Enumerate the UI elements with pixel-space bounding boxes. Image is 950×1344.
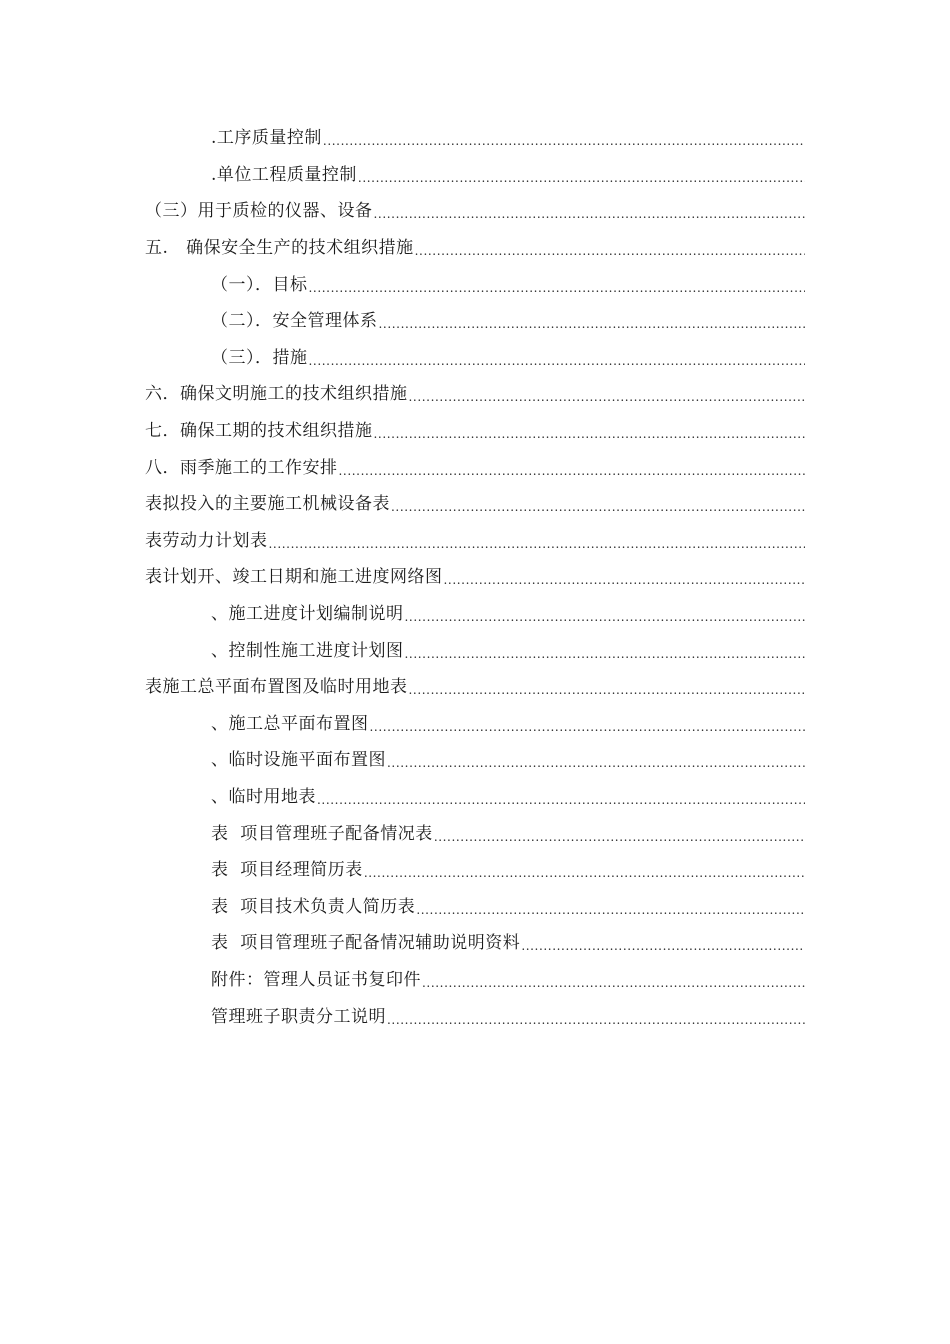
toc-entry[interactable] [0, 340, 950, 377]
toc-entry[interactable] [0, 742, 950, 779]
toc-entry-text: 表拟投入的主要施工机械设备表 [145, 494, 390, 515]
toc-entry-text: （三）．措施 [211, 347, 308, 368]
toc-entry-text: 表 项目技术负责人简历表 [211, 896, 416, 917]
toc-entry[interactable] [0, 669, 950, 706]
dot-leader [317, 787, 805, 807]
toc-entry-text: 、临时用地表 [211, 786, 316, 807]
dot-leader [379, 311, 806, 331]
toc-entry-text: 附件：管理人员证书复印件 [211, 969, 421, 990]
toc-entry-text: .工序质量控制 [211, 128, 322, 149]
toc-entry-text: 五. 确保安全生产的技术组织措施 [145, 238, 414, 259]
toc-entry[interactable] [0, 852, 950, 889]
toc-entry[interactable] [0, 157, 950, 194]
toc-entry-text: 表 项目管理班子配备情况辅助说明资料 [211, 933, 521, 954]
toc-entry[interactable] [0, 962, 950, 999]
toc-entry-text: 表 项目管理班子配备情况表 [211, 823, 433, 844]
dot-leader [339, 458, 806, 478]
toc-entry[interactable] [0, 230, 950, 267]
toc-entry[interactable] [0, 632, 950, 669]
toc-entry-text: 、临时设施平面布置图 [211, 750, 386, 771]
toc-entry[interactable] [0, 888, 950, 925]
dot-leader [358, 165, 805, 185]
toc-entry[interactable] [0, 998, 950, 1035]
dot-leader [405, 641, 806, 661]
toc-entry[interactable] [0, 376, 950, 413]
toc-entry[interactable] [0, 449, 950, 486]
dot-leader [370, 714, 806, 734]
toc-entry-text: .单位工程质量控制 [211, 164, 357, 185]
dot-leader [416, 897, 805, 917]
toc-entry-text: 、施工进度计划编制说明 [211, 604, 404, 625]
toc-entry[interactable] [0, 706, 950, 743]
toc-entry-text: （三）用于质检的仪器、设备 [145, 201, 373, 222]
toc-entry[interactable] [0, 925, 950, 962]
toc-entry[interactable] [0, 266, 950, 303]
dot-leader [269, 531, 806, 551]
dot-leader [323, 128, 805, 148]
toc-entry-text: 、控制性施工进度计划图 [211, 640, 404, 661]
toc-entry[interactable] [0, 120, 950, 157]
toc-entry-text: 七．确保工期的技术组织措施 [145, 421, 373, 442]
dot-leader [309, 275, 806, 295]
dot-leader [409, 677, 806, 697]
dot-leader [434, 824, 805, 844]
toc-entry[interactable] [0, 523, 950, 560]
dot-leader [405, 604, 806, 624]
toc-entry-text: 六．确保文明施工的技术组织措施 [145, 384, 408, 405]
toc-entry[interactable] [0, 559, 950, 596]
toc-entry-text: 表计划开、竣工日期和施工进度网络图 [145, 567, 443, 588]
dot-leader [387, 750, 805, 770]
dot-leader [444, 567, 806, 587]
dot-leader [374, 201, 806, 221]
toc-entry-text: 、施工总平面布置图 [211, 713, 369, 734]
toc-entry-text: 管理班子职责分工说明 [211, 1006, 386, 1027]
toc-entry-text: （二）．安全管理体系 [211, 311, 378, 332]
toc-entry[interactable] [0, 413, 950, 450]
dot-leader [364, 860, 805, 880]
dot-leader [422, 970, 805, 990]
toc-entry-text: （一）．目标 [211, 274, 308, 295]
toc-entry-text: 表 项目经理简历表 [211, 860, 363, 881]
dot-leader [309, 348, 806, 368]
table-of-contents [0, 120, 950, 1035]
dot-leader [374, 421, 806, 441]
dot-leader [409, 384, 806, 404]
dot-leader [391, 494, 805, 514]
dot-leader [415, 238, 805, 258]
toc-entry[interactable] [0, 815, 950, 852]
toc-entry[interactable] [0, 486, 950, 523]
toc-entry-text: 表劳动力计划表 [145, 530, 268, 551]
dot-leader [387, 1007, 805, 1027]
toc-entry[interactable] [0, 303, 950, 340]
toc-entry[interactable] [0, 193, 950, 230]
toc-entry-text: 八．雨季施工的工作安排 [145, 457, 338, 478]
dot-leader [521, 933, 805, 953]
toc-entry-text: 表施工总平面布置图及临时用地表 [145, 677, 408, 698]
toc-entry[interactable] [0, 596, 950, 633]
toc-entry[interactable] [0, 779, 950, 816]
